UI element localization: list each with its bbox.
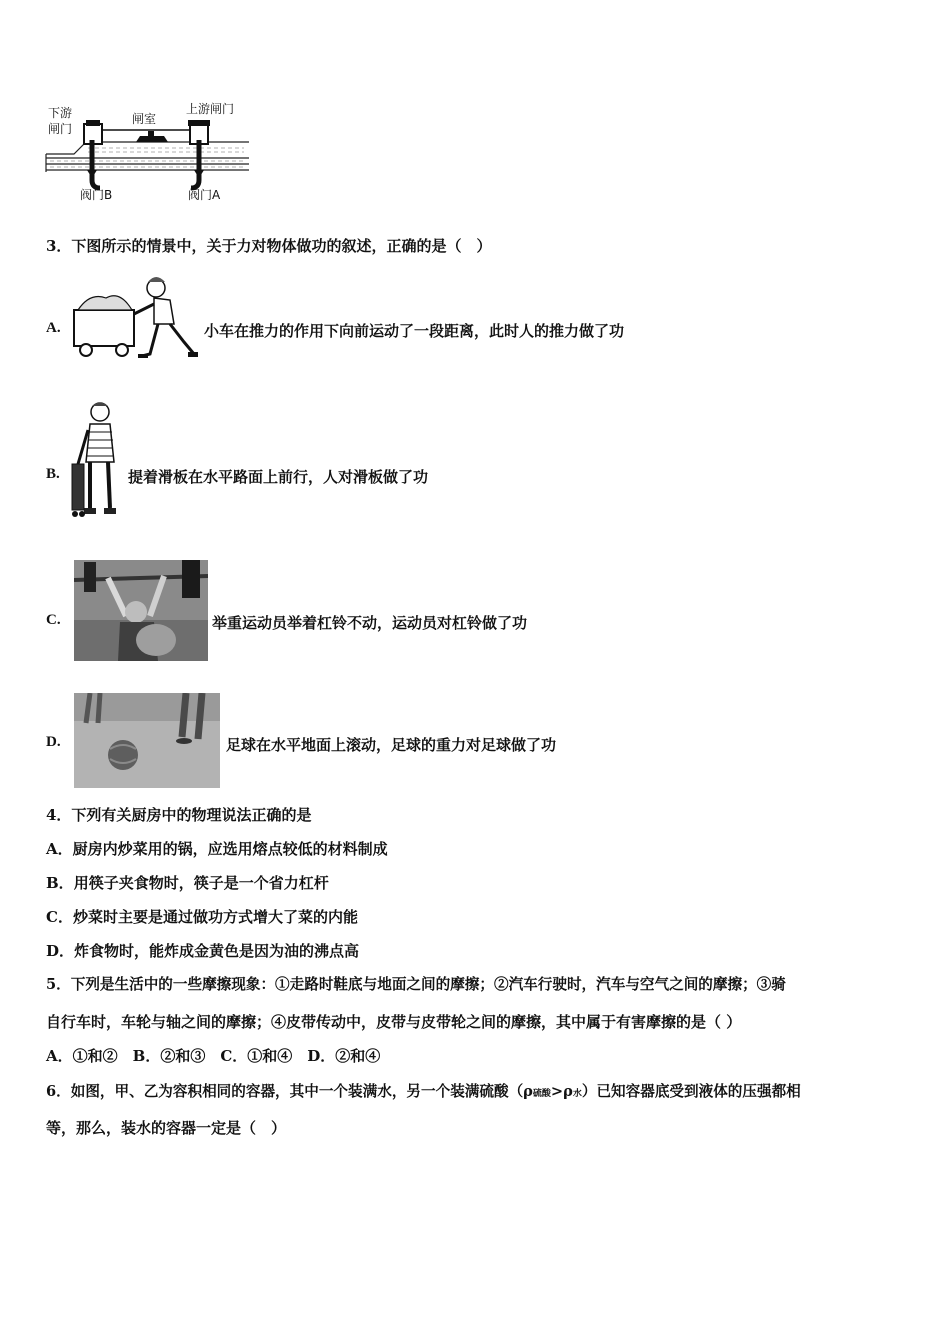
label-downstream-line2: 闸门 bbox=[48, 122, 73, 136]
q3-option-d-text: 足球在水平地面上滚动，足球的重力对足球做了功 bbox=[226, 736, 557, 754]
q3-option-a-text: 小车在推力的作用下向前运动了一段距离，此时人的推力做了功 bbox=[204, 322, 625, 340]
label-chamber: 闸室 bbox=[132, 112, 157, 126]
q4-option-d bbox=[46, 941, 359, 961]
q4-option-b-text: 用筷子夹食物时，筷子是一个省力杠杆 bbox=[73, 874, 329, 892]
q3-option-d-letter: D. bbox=[46, 734, 61, 750]
q4-option-a bbox=[46, 839, 388, 859]
boy-pushing-cart-icon bbox=[70, 270, 202, 362]
q3-option-c-letter: C. bbox=[46, 612, 61, 628]
q4-option-d-text: 炸食物时，能炸成金黄色是因为油的沸点高 bbox=[74, 942, 360, 960]
q6-stem-part1: 6．如图，甲、乙为容积相同的容器，其中一个装满水，另一个装满硫酸（ρ bbox=[46, 1083, 533, 1100]
q3-option-b-text: 提着滑板在水平路面上前行，人对滑板做了功 bbox=[128, 468, 429, 486]
q4-option-c bbox=[46, 907, 358, 927]
ship-lock-figure bbox=[44, 96, 254, 206]
q4-option-b bbox=[46, 873, 329, 893]
q6-stem-line1 bbox=[46, 1082, 801, 1104]
q5-options: A．①和② B．②和③ C．①和④ D．②和④ bbox=[46, 1047, 381, 1065]
weightlifter-photo bbox=[74, 560, 208, 661]
q6-mid: >ρ bbox=[550, 1083, 573, 1100]
q6-stem-line2: 等，那么，装水的容器一定是（ ） bbox=[46, 1119, 287, 1137]
q5-stem-line2: 自行车时，车轮与轴之间的摩擦；④皮带传动中，皮带与皮带轮之间的摩擦，其中属于有害摩擦的是（ ） bbox=[46, 1013, 742, 1031]
q3-stem: 3．下图所示的情景中，关于力对物体做功的叙述，正确的是（ ） bbox=[46, 237, 492, 255]
q4-stem: 4．下列有关厨房中的物理说法正确的是 bbox=[46, 806, 312, 824]
label-valve-b: 阀门B bbox=[80, 188, 113, 202]
label-downstream-line1: 下游 bbox=[48, 106, 73, 120]
q3-option-a-letter: A. bbox=[46, 320, 61, 336]
q4-option-a-text: 厨房内炒菜用的锅，应选用熔点较低的材料制成 bbox=[72, 840, 388, 858]
q3-option-b-letter: B. bbox=[46, 466, 60, 482]
boy-carrying-skateboard-icon bbox=[70, 400, 126, 526]
label-valve-a: 阀门A bbox=[188, 188, 221, 202]
q6-stem-part2: ）已知容器底受到液体的压强都相 bbox=[581, 1083, 801, 1100]
q4-option-b-letter: B． bbox=[46, 874, 74, 892]
q5-stem-line1: 5．下列是生活中的一些摩擦现象：①走路时鞋底与地面之间的摩擦；②汽车行驶时，汽车与空气之间的摩擦；③骑 bbox=[46, 976, 786, 993]
q4-option-d-letter: D． bbox=[46, 942, 75, 960]
q4-option-c-letter: C． bbox=[46, 908, 73, 926]
football-photo bbox=[74, 693, 220, 788]
label-upstream-gate: 上游闸门 bbox=[186, 102, 235, 116]
q4-option-c-text: 炒菜时主要是通过做功方式增大了菜的内能 bbox=[72, 908, 358, 926]
q3-option-c-text: 举重运动员举着杠铃不动，运动员对杠铃做了功 bbox=[212, 614, 528, 632]
q6-sub-water: 水 bbox=[572, 1089, 582, 1099]
q6-sub-sulfuric: 硫酸 bbox=[532, 1089, 551, 1099]
q4-option-a-letter: A． bbox=[46, 840, 73, 858]
